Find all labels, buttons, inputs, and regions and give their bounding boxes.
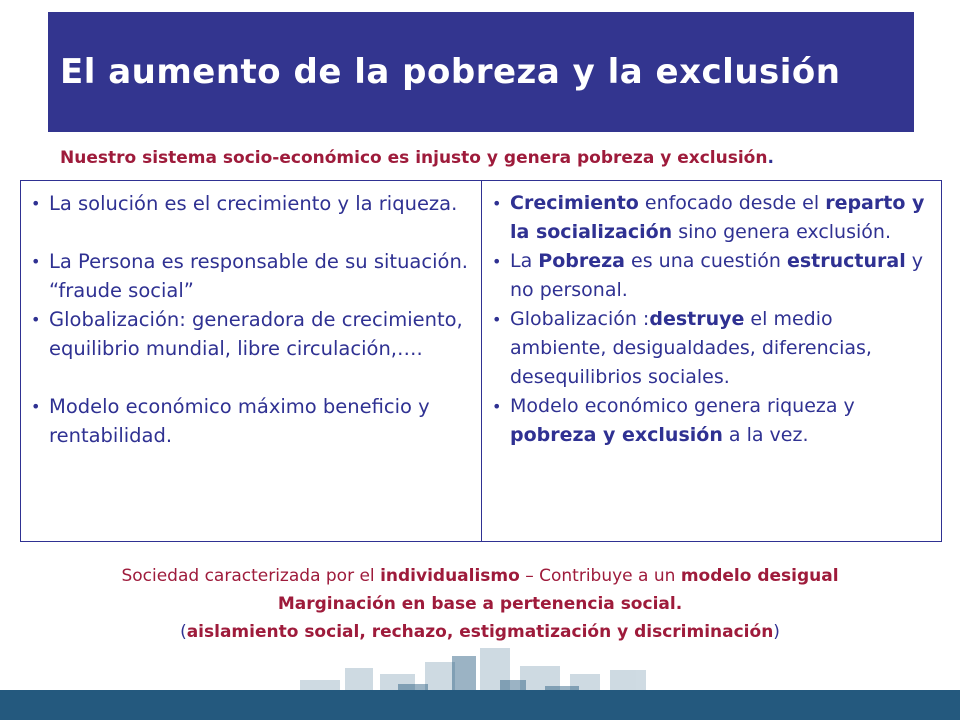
footer-paren-open: ( bbox=[180, 622, 187, 642]
right-item-2-text-3: y no personal. bbox=[510, 250, 923, 301]
right-item-2-bold-2: estructural bbox=[786, 250, 906, 272]
footer-individualismo: individualismo bbox=[380, 566, 520, 586]
footer-line-1 bbox=[0, 566, 960, 586]
right-item-1 bbox=[492, 189, 933, 247]
right-item-4-text-1: Modelo económico genera riqueza y bbox=[510, 395, 855, 417]
footer-line-2: Marginación en base a pertenencia social. bbox=[277, 594, 683, 614]
right-item-1-text-1: enfocado desde el bbox=[638, 192, 826, 214]
title-bar bbox=[48, 12, 914, 132]
subtitle-dot: . bbox=[767, 148, 774, 168]
right-item-2-text-2: es una cuestión bbox=[625, 250, 787, 272]
footer-line-1-c: – Contribuye a un bbox=[519, 566, 681, 586]
left-item-1: • La solución es el crecimiento y la riqueza. bbox=[31, 189, 473, 218]
slide-title: El aumento de la pobreza y la exclusión bbox=[60, 52, 841, 92]
left-item-2: • La Persona es responsable de su situación. “fraude social” bbox=[31, 247, 473, 305]
right-item-2 bbox=[492, 247, 933, 305]
left-column-box bbox=[20, 180, 482, 542]
footer-line-3-text: aislamiento social, rechazo, estigmatización y discriminación bbox=[186, 622, 774, 642]
right-item-4-text-2: a la vez. bbox=[722, 424, 809, 446]
right-bullet-list bbox=[482, 181, 941, 450]
right-item-1-bold-2: reparto y la socialización bbox=[510, 192, 925, 243]
right-item-2-text-1: La bbox=[510, 250, 539, 272]
footer-paren-close: ) bbox=[773, 622, 780, 642]
right-item-1-bold-1: Crecimiento bbox=[510, 192, 639, 214]
footer-line-1-a: Sociedad caracterizada por el bbox=[121, 566, 381, 586]
right-column-box bbox=[481, 180, 942, 542]
right-item-3 bbox=[492, 305, 933, 392]
footer-line-3 bbox=[0, 622, 960, 642]
city-skyline-decoration bbox=[0, 640, 960, 720]
right-item-3-text-1: Globalización : bbox=[510, 308, 650, 330]
right-item-3-bold-1: destruye bbox=[649, 308, 745, 330]
left-item-4: • Modelo económico máximo beneficio y rentabilidad. bbox=[31, 392, 473, 450]
right-item-2-bold-1: Pobreza bbox=[538, 250, 625, 272]
footer-modelo-desigual: modelo desigual bbox=[680, 566, 839, 586]
subtitle-text: Nuestro sistema socio-económico es injusto y genera pobreza y exclusión bbox=[60, 148, 768, 168]
skyline-base-band bbox=[0, 690, 960, 720]
left-bullet-list bbox=[21, 181, 481, 450]
subtitle bbox=[60, 148, 940, 168]
right-item-3-text-2: el medio ambiente, desigualdades, diferencias, desequilibrios sociales. bbox=[510, 308, 872, 388]
right-item-1-text-2: sino genera exclusión. bbox=[672, 221, 891, 243]
right-item-4 bbox=[492, 392, 933, 450]
right-item-4-bold-1: pobreza y exclusión bbox=[510, 424, 723, 446]
left-item-3: • Globalización: generadora de crecimiento, equilibrio mundial, libre circulación,…. bbox=[31, 305, 473, 363]
